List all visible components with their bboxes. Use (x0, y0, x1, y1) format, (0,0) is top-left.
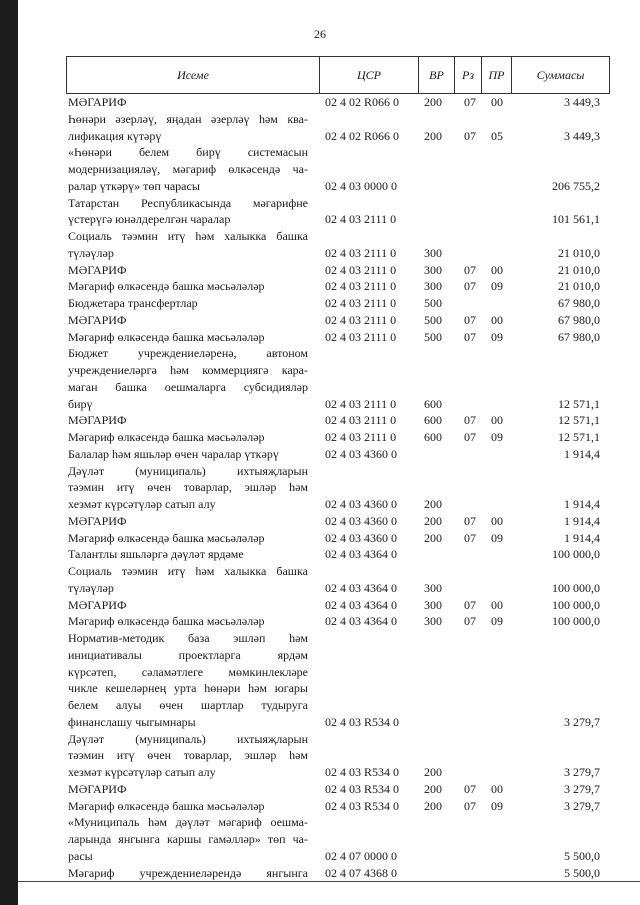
cell-sum: 21 010,0 (558, 279, 600, 294)
cell-rz: 07 (464, 513, 476, 528)
table-row (66, 145, 610, 159)
cell-rz: 07 (464, 530, 476, 545)
table-row (66, 514, 610, 528)
cell-name: ралар үткәрү» төп чарасы (68, 178, 200, 193)
cell-pr: 09 (491, 430, 503, 444)
table-row (66, 614, 610, 628)
cell-pr: 00 (491, 413, 503, 428)
cell-csr: 02 4 03 0000 0 (325, 178, 397, 193)
cell-csr: 02 4 03 2111 0 (325, 245, 397, 260)
cell-sum: 100 000,0 (552, 547, 600, 562)
cell-vr: 300 (424, 580, 442, 595)
cell-csr: 02 4 03 R534 0 (325, 798, 400, 813)
table-row (66, 413, 610, 427)
cell-name: Татарстан Республикасында мәгарифне (68, 195, 308, 210)
cell-sum: 67 980,0 (558, 329, 600, 344)
cell-csr: 02 4 03 4360 0 (325, 530, 397, 545)
cell-csr: 02 4 03 2111 0 (325, 312, 397, 327)
table-row (66, 95, 610, 109)
table-row (66, 129, 610, 143)
cell-sum: 12 571,1 (558, 430, 600, 444)
table-row (66, 598, 610, 612)
cell-csr: 02 4 03 4360 0 (325, 446, 397, 461)
cell-name: Мәгариф учреждениеләрендә янгынга (68, 865, 308, 880)
header-pr: ПР (488, 68, 505, 82)
cell-vr: 300 (424, 279, 442, 294)
table-row (66, 547, 610, 561)
cell-name: Һөнәри әзерләү, яңадан әзерләү һәм ква- (68, 111, 308, 126)
cell-name: Дәүләт (муниципаль) ихтыяҗларын (68, 731, 308, 746)
cell-name: МӘГАРИФ (68, 513, 127, 528)
cell-vr: 300 (424, 245, 442, 260)
cell-name: инициативалы проектларга ярдәм (68, 647, 308, 662)
table-row (66, 732, 610, 746)
cell-csr: 02 4 03 2111 0 (325, 279, 397, 294)
header-name: Исеме (177, 68, 209, 82)
cell-name: үстерүгә юнәлдерелгән чаралар (68, 212, 231, 227)
cell-csr: 02 4 03 2111 0 (325, 396, 397, 411)
cell-name: МӘГАРИФ (68, 262, 127, 277)
table-row (66, 531, 610, 545)
cell-csr: 02 4 03 R534 0 (325, 765, 400, 779)
cell-name: Мәгариф өлкәсендә башка мәсьәләләр (68, 329, 265, 344)
cell-rz: 07 (464, 430, 476, 444)
table-row (66, 246, 610, 260)
cell-vr: 200 (424, 798, 442, 813)
cell-sum: 12 571,1 (558, 396, 600, 411)
cell-sum: 3 449,3 (564, 128, 600, 143)
cell-sum: 21 010,0 (558, 245, 600, 260)
cell-rz: 07 (464, 329, 476, 344)
cell-name: Дәүләт (муниципаль) ихтыяҗларын (68, 463, 308, 478)
cell-sum: 3 279,7 (564, 781, 600, 796)
cell-sum: 1 914,4 (564, 497, 600, 511)
cell-name: ларында янгынга каршы гамәлләр» төп ча- (68, 832, 308, 846)
cell-csr: 02 4 03 2111 0 (325, 413, 397, 428)
table-row (66, 866, 610, 880)
table-row (66, 447, 610, 461)
cell-rz: 07 (464, 614, 476, 629)
cell-rz: 07 (464, 413, 476, 428)
cell-pr: 05 (491, 128, 503, 143)
cell-vr: 600 (424, 413, 442, 428)
table-row (66, 497, 610, 511)
table-row (66, 631, 610, 645)
cell-rz: 07 (464, 597, 476, 612)
cell-sum: 3 279,7 (564, 798, 600, 813)
cell-name: тәэмин итү өчен товарлар, эшләр һәм (68, 480, 308, 495)
cell-name: хезмәт күрсәтүләр сатып алу (68, 497, 216, 511)
cell-name: Бюджетара трансфертлар (68, 296, 198, 310)
cell-name: түләүләр (68, 245, 114, 260)
table-row (66, 849, 610, 863)
table-row (66, 179, 610, 193)
cell-name: Мәгариф өлкәсендә башка мәсьәләләр (68, 430, 265, 444)
cell-vr: 200 (424, 513, 442, 528)
cell-sum: 3 279,7 (564, 714, 600, 729)
table-row (66, 313, 610, 327)
table-row (66, 196, 610, 210)
table-row (66, 162, 610, 176)
cell-rz: 07 (464, 798, 476, 813)
table-row (66, 346, 610, 360)
cell-name: Социаль тәэмин итү һәм халыкка башка (68, 229, 308, 243)
cell-csr: 02 4 03 R534 0 (325, 781, 400, 796)
table-row (66, 296, 610, 310)
cell-pr: 00 (491, 312, 503, 327)
cell-name: тәэмин итү өчен товарлар, эшләр һәм (68, 748, 308, 763)
header-vr: ВР (429, 68, 444, 82)
cell-csr: 02 4 02 R066 0 (325, 128, 400, 143)
table-row (66, 765, 610, 779)
cell-sum: 101 561,1 (552, 212, 600, 227)
cell-vr: 200 (424, 530, 442, 545)
cell-sum: 3 449,3 (564, 95, 600, 109)
cell-name: лификация күтәрү (68, 128, 162, 143)
cell-pr: 09 (491, 530, 503, 545)
cell-csr: 02 4 02 R066 0 (325, 95, 400, 109)
cell-csr: 02 4 03 2111 0 (325, 296, 397, 310)
cell-vr: 500 (424, 329, 442, 344)
cell-rz: 07 (464, 262, 476, 277)
cell-name: «Һөнәри белем бирү системасын (68, 145, 308, 160)
cell-rz: 07 (464, 312, 476, 327)
cell-sum: 5 500,0 (564, 865, 600, 880)
cell-rz: 07 (464, 279, 476, 294)
table-row (66, 832, 610, 846)
cell-pr: 00 (491, 95, 503, 109)
cell-vr: 600 (424, 396, 442, 411)
table-row (66, 782, 610, 796)
cell-sum: 100 000,0 (552, 597, 600, 612)
cell-vr: 200 (424, 781, 442, 796)
cell-sum: 12 571,1 (558, 413, 600, 428)
table-row (66, 748, 610, 762)
cell-vr: 300 (424, 597, 442, 612)
cell-pr: 09 (491, 798, 503, 813)
table-row (66, 112, 610, 126)
cell-name: түләүләр (68, 580, 114, 595)
cell-sum: 1 914,4 (564, 530, 600, 545)
cell-vr: 500 (424, 312, 442, 327)
table-row (66, 799, 610, 813)
cell-vr: 200 (424, 128, 442, 143)
cell-sum: 67 980,0 (558, 312, 600, 327)
cell-name: чикле кешеләрнең урта һөнәри һәм югары (68, 681, 308, 696)
cell-name: Социаль тәэмин итү һәм халыкка башка (68, 564, 308, 578)
cell-csr: 02 4 03 2111 0 (325, 262, 397, 277)
cell-vr: 200 (424, 765, 442, 779)
table-row (66, 430, 610, 444)
cell-csr: 02 4 03 4364 0 (325, 547, 397, 562)
cell-pr: 00 (491, 513, 503, 528)
page-number: 26 (314, 27, 326, 41)
cell-rz: 07 (464, 781, 476, 796)
cell-name: модернизацияләү, мәгариф өлкәсендә ча- (68, 162, 308, 176)
cell-name: Талантлы яшьләргә дәүләт ярдәме (68, 547, 244, 562)
cell-sum: 1 914,4 (564, 446, 600, 461)
cell-pr: 00 (491, 597, 503, 612)
table-header (66, 56, 610, 94)
cell-name: маган башка оешмаларга субсидияләр (68, 379, 308, 394)
cell-name: МӘГАРИФ (68, 597, 127, 612)
cell-rz: 07 (464, 128, 476, 143)
cell-name: МӘГАРИФ (68, 312, 127, 327)
cell-vr: 200 (424, 95, 442, 109)
table-row (66, 698, 610, 712)
cell-name: Мәгариф өлкәсендә башка мәсьәләләр (68, 530, 265, 545)
cell-csr: 02 4 03 2111 0 (325, 212, 397, 227)
table-row (66, 681, 610, 695)
table-row (66, 564, 610, 578)
cell-sum: 100 000,0 (552, 580, 600, 595)
cell-sum: 1 914,4 (564, 513, 600, 528)
cell-name: Норматив-методик база эшләп һәм (68, 631, 308, 645)
scan-bottom-line (18, 881, 640, 882)
cell-vr: 300 (424, 262, 442, 277)
cell-sum: 3 279,7 (564, 765, 600, 779)
cell-name: Бюджет учреждениеләренә, автоном (68, 346, 308, 361)
cell-name: хезмәт күрсәтүләр сатып алу (68, 765, 216, 779)
header-sum: Суммасы (536, 68, 585, 82)
table-row (66, 229, 610, 243)
header-csr: ЦСР (357, 68, 381, 82)
cell-pr: 09 (491, 329, 503, 344)
cell-csr: 02 4 03 2111 0 (325, 329, 397, 344)
cell-csr: 02 4 07 4368 0 (325, 865, 397, 880)
table-row (66, 279, 610, 293)
cell-pr: 00 (491, 262, 503, 277)
cell-sum: 206 755,2 (552, 178, 600, 193)
table-row (66, 715, 610, 729)
table-row (66, 480, 610, 494)
cell-name: МӘГАРИФ (68, 413, 127, 428)
cell-name: расы (68, 848, 93, 863)
cell-csr: 02 4 03 4360 0 (325, 497, 397, 511)
table-row (66, 815, 610, 829)
cell-csr: 02 4 03 R534 0 (325, 714, 400, 729)
cell-sum: 21 010,0 (558, 262, 600, 277)
cell-rz: 07 (464, 95, 476, 109)
cell-csr: 02 4 03 4364 0 (325, 580, 397, 595)
cell-csr: 02 4 03 4364 0 (325, 597, 397, 612)
table-row (66, 464, 610, 478)
table-row (66, 648, 610, 662)
cell-vr: 500 (424, 296, 442, 310)
cell-name: белем алуы өчен шартлар тудыруга (68, 698, 308, 712)
cell-name: Мәгариф өлкәсендә башка мәсьәләләр (68, 614, 265, 629)
cell-sum: 100 000,0 (552, 614, 600, 629)
cell-vr: 200 (424, 497, 442, 511)
table-row (66, 397, 610, 411)
table-row (66, 665, 610, 679)
cell-sum: 67 980,0 (558, 296, 600, 310)
table-row (66, 380, 610, 394)
header-rz: Рз (461, 68, 474, 82)
cell-name: Балалар һәм яшьләр өчен чаралар үткәрү (68, 446, 279, 461)
cell-pr: 09 (491, 279, 503, 294)
cell-pr: 00 (491, 781, 503, 796)
cell-vr: 600 (424, 430, 442, 444)
cell-name: Мәгариф өлкәсендә башка мәсьәләләр (68, 798, 265, 813)
cell-name: «Муниципаль һәм дәүләт мәгариф оешма- (68, 815, 308, 830)
cell-name: бирү (68, 396, 93, 411)
cell-csr: 02 4 03 4360 0 (325, 513, 397, 528)
cell-csr: 02 4 03 2111 0 (325, 430, 397, 444)
table-row (66, 581, 610, 595)
table-row (66, 263, 610, 277)
cell-name: күрсәтеп, сәламәтлеге мөмкинлекләре (68, 664, 308, 679)
cell-name: финанслашу чыгымнары (68, 714, 196, 729)
cell-name: учреждениеләргә һәм коммерциягә кара- (68, 363, 308, 377)
cell-csr: 02 4 07 0000 0 (325, 848, 397, 863)
cell-name: МӘГАРИФ (68, 781, 127, 796)
cell-pr: 09 (491, 614, 503, 629)
cell-csr: 02 4 03 4364 0 (325, 614, 397, 629)
cell-vr: 300 (424, 614, 442, 629)
cell-sum: 5 500,0 (564, 848, 600, 863)
cell-name: Мәгариф өлкәсендә башка мәсьәләләр (68, 279, 265, 294)
scan-left-edge (0, 0, 18, 905)
table-row (66, 330, 610, 344)
table-row (66, 212, 610, 226)
table-row (66, 363, 610, 377)
cell-name: МӘГАРИФ (68, 95, 127, 109)
